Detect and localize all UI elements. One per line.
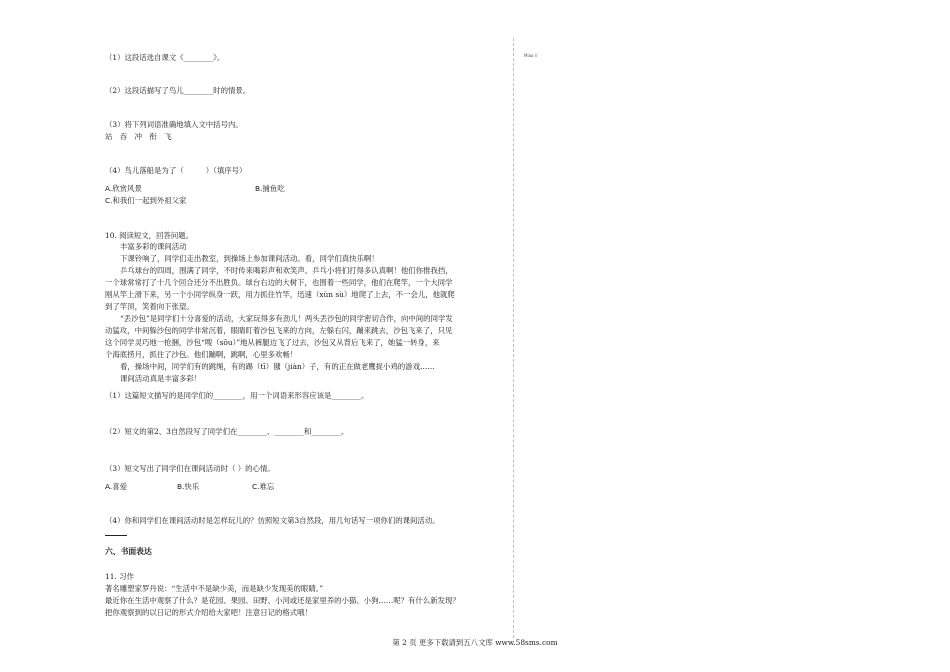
- page-footer: 第 2 页 更多下载请到五八文库 www.58sms.com: [392, 638, 558, 647]
- q10-option-c: C.难忘: [252, 482, 275, 491]
- q1-part2: （2）这段话描写了鸟儿________时的情景。: [105, 86, 251, 95]
- q10-sub4: （4）你和同学们在课间活动时是怎样玩儿的？仿照短文第3自然段，用几句话写一项你们的课间活动。: [105, 516, 440, 525]
- q11-line2: 最近你在生活中观察了什么？是花园、果园、田野、小河或还是家里养的小猫、小狗……呢？有什么新发现？: [105, 596, 460, 605]
- q10-p5: 课间活动真是丰富多彩！: [120, 374, 202, 383]
- column-divider: [513, 38, 516, 638]
- section-heading: 六、书面表达: [105, 547, 152, 556]
- q10-p2-l1: 乒乓球台的四周，围满了同学，不时传来喝彩声和欢笑声。乒乓小将们打得多认真啊！他们你推我挡，: [120, 266, 453, 275]
- q10-p2-l2: 一个球常常打了十几个回合还分不出胜负。球台右边的大树下，也围着一些同学，他们在爬竿，一个大同学: [105, 278, 453, 287]
- q10-sub3: （3）短文写出了同学们在课间活动时（ ）的心情。: [105, 464, 275, 473]
- q10-p3-l3: 这个同学灵巧地一抢捆，沙包“嗖（sōu）”地从裤腿边飞了过去，沙包又从背后飞来了，她猛一转身，来: [105, 338, 440, 347]
- q10-title: 丰富多彩的课间活动: [120, 242, 187, 251]
- q10-p3-l2: 动猛攻，中间躲沙包的同学非常沉着，眼睛盯着沙包飞来的方向，左躲右闪，蹦来跳去，沙包飞来了，只见: [105, 326, 453, 335]
- q1-part1: （1）这段话选自课文《________》。: [105, 53, 225, 62]
- q10-sub1: （1）这篇短文描写的是同学们的________，用一个词语来形容应该是________。: [105, 391, 369, 400]
- answer-line: [105, 535, 127, 536]
- q1-part4-prompt: （4）鸟儿落船是为了（ ）（填序号）: [105, 166, 247, 175]
- q11-line1: 著名雕塑家罗丹说：“生活中不是缺少美，而是缺少发现美的眼睛。”: [105, 584, 324, 593]
- right-margin-mark: Miao //: [524, 53, 538, 58]
- q11-line3: 把你观察到的以日记的形式介绍给大家吧！注意日记的格式哦！: [105, 608, 312, 617]
- q10-option-b: B.快乐: [177, 482, 200, 491]
- q10-p2-l4: 到了竿顶，笑着向下张望。: [105, 302, 194, 311]
- q1-part3-prompt: （3）将下列词语准确地填入文中括号内。: [105, 120, 243, 129]
- q10-sub2: （2）短文的第2、3自然段写了同学们在________、________和________。: [105, 427, 349, 436]
- q1-option-c: C.和我们一起到外祖父家: [105, 196, 187, 205]
- q1-option-b: B.捕鱼吃: [255, 184, 285, 193]
- q10-p3-l4: 个海底捞月，抓住了沙包。他们蹦啊，跳啊，心里多欢畅！: [105, 350, 298, 359]
- q10-option-a: A.喜爱: [105, 482, 128, 491]
- q10-p2-l3: 刚从竿上滑下来，另一个小同学纵身一跃，用力抓住竹竿，迅速（xùn sù）地爬了上去，不一会儿，他就爬: [105, 290, 455, 299]
- q1-option-a: A.欣赏风景: [105, 184, 142, 193]
- q10-p4: 看，操场中间，同学们有的跳绳，有的踢（tī）毽（jiàn）子，有的正在做老鹰捉小鸡的游戏……: [120, 362, 435, 371]
- q10-head: 10. 阅读短文，回答问题。: [105, 231, 194, 240]
- q10-p3-l1: “丢沙包”是同学们十分喜爱的活动，大家玩得多有劲儿！两头丢沙包的同学密切合作，向中间的同学发: [120, 314, 453, 323]
- q11-head: 11. 习作: [105, 572, 134, 581]
- q10-p1: 下课铃响了，同学们走出教室，到操场上参加课间活动。看，同学们真快乐啊！: [120, 254, 379, 263]
- q1-part3-words: 站 吞 冲 衔 飞: [105, 132, 172, 141]
